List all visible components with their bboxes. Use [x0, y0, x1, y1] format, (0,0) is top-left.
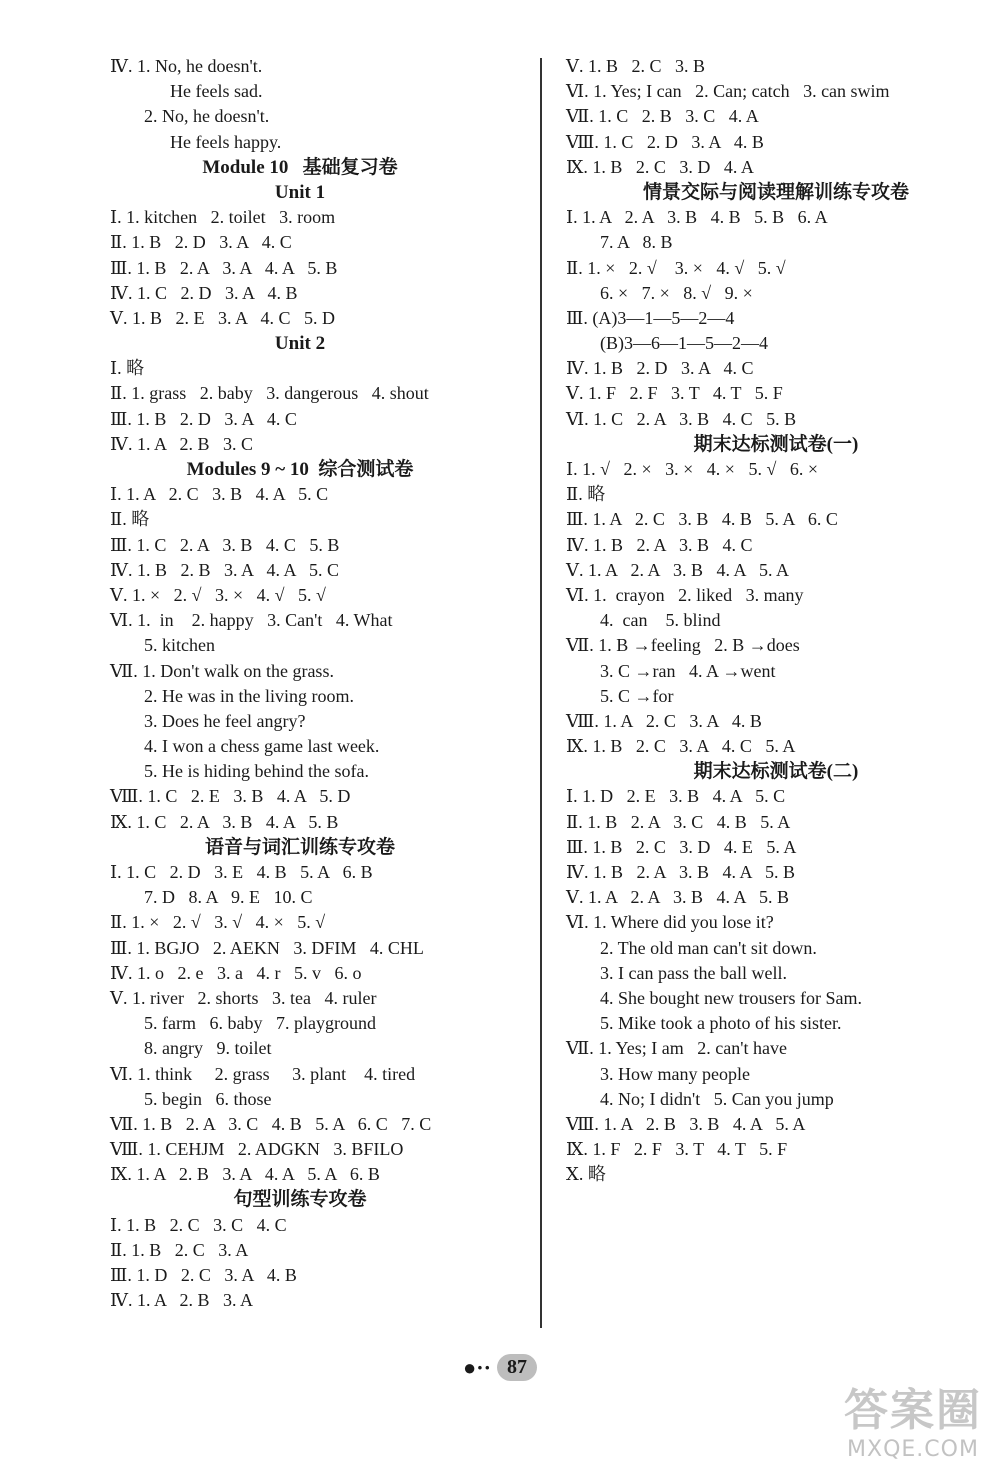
answer-line: 4. No; I didn't 5. Can you jump	[600, 1088, 834, 1109]
answer-line: 7. A 8. B	[600, 232, 673, 253]
answer-line: Ⅱ. 1. B 2. D 3. A 4. C	[110, 232, 292, 253]
answer-line: Ⅲ. 1. D 2. C 3. A 4. B	[110, 1265, 297, 1285]
page-footer	[0, 1354, 1000, 1381]
answer-line: 5. Mike took a photo of his sister.	[600, 1013, 842, 1034]
answer-line: 3. Does he feel angry?	[144, 710, 306, 731]
answer-line: Ⅳ. 1. o 2. e 3. a 4. r 5. v 6. o	[110, 962, 362, 983]
answer-line: Ⅳ. 1. A 2. B 3. C	[110, 433, 254, 454]
answer-line: 2. The old man can't sit down.	[600, 937, 817, 958]
answer-line: Ⅸ. 1. C 2. A 3. B 4. A 5. B	[110, 811, 339, 832]
answer-line: Ⅸ. 1. B 2. C 3. A 4. C 5. A	[566, 736, 796, 757]
answer-line: Ⅰ. 1. A 2. A 3. B 4. B 5. B 6. A	[566, 207, 828, 228]
watermark-logo: 答案圈	[844, 1385, 982, 1436]
answer-line: 5. kitchen	[144, 635, 215, 656]
section-heading: 语音与词汇训练专攻卷	[204, 836, 395, 858]
answer-line: 4. can 5. blind	[600, 610, 721, 631]
answer-line: 3. I can pass the ball well.	[600, 962, 787, 983]
section-heading: Modules 9 ~ 10 综合测试卷	[186, 459, 414, 480]
answer-line: Ⅸ. 1. B 2. C 3. D 4. A	[566, 156, 754, 177]
answer-line: Ⅲ. 1. A 2. C 3. B 4. B 5. A 6. C	[566, 509, 838, 530]
answer-line: 8. angry 9. toilet	[144, 1038, 272, 1059]
answer-line: Ⅷ. 1. CEHJM 2. ADGKN 3. BFILO	[110, 1139, 404, 1160]
answer-line: Ⅴ. 1. × 2. √ 3. × 4. √ 5. √	[110, 584, 326, 605]
answer-line: Ⅵ. 1. crayon 2. liked 3. many	[566, 584, 804, 605]
answer-line: Ⅹ. 略	[566, 1164, 606, 1185]
answer-line: 5. begin 6. those	[144, 1088, 272, 1109]
answer-line: Ⅱ. 1. × 2. √ 3. √ 4. × 5. √	[110, 912, 326, 933]
answer-line: Ⅵ. 1. Yes; I can 2. Can; catch 3. can swim	[566, 81, 890, 102]
answer-line: Ⅰ. 1. D 2. E 3. B 4. A 5. C	[566, 786, 786, 807]
answer-line: Ⅲ. (A)3—1—5—2—4	[566, 307, 735, 328]
answer-line: Ⅰ. 1. C 2. D 3. E 4. B 5. A 6. B	[110, 862, 373, 882]
answer-line: 2. He was in the living room.	[144, 685, 354, 706]
answer-line: 5. He is hiding behind the sofa.	[144, 761, 369, 782]
answer-line: Ⅰ. 1. A 2. C 3. B 4. A 5. C	[110, 484, 329, 505]
answer-line: Ⅴ. 1. B 2. C 3. B	[566, 56, 706, 76]
section-heading: Module 10 基础复习卷	[202, 156, 398, 178]
section-heading: Unit 2	[274, 333, 326, 355]
answer-line: Ⅴ. 1. river 2. shorts 3. tea 4. ruler	[110, 987, 377, 1008]
answer-line: Ⅴ. 1. B 2. E 3. A 4. C 5. D	[110, 307, 336, 328]
page-number-badge	[463, 1354, 537, 1381]
column-divider	[540, 58, 542, 1328]
answer-line: Ⅲ. 1. B 2. D 3. A 4. C	[110, 408, 297, 429]
answer-line: Ⅰ. 1. √ 2. × 3. × 4. × 5. √ 6. ×	[566, 459, 818, 479]
answer-line: Ⅷ. 1. A 2. C 3. A 4. B	[566, 710, 762, 731]
section-heading: 期末达标测试卷(二)	[693, 761, 859, 783]
section-heading: 期末达标测试卷(一)	[693, 433, 859, 455]
answer-line: Ⅴ. 1. F 2. F 3. T 4. T 5. F	[566, 383, 783, 404]
answer-line: 2. No, he doesn't.	[144, 106, 270, 127]
answer-line: Ⅴ. 1. A 2. A 3. B 4. A 5. A	[566, 559, 790, 580]
answer-line: 7. D 8. A 9. E 10. C	[144, 887, 313, 908]
answer-line: Ⅷ. 1. A 2. B 3. B 4. A 5. A	[566, 1113, 806, 1134]
answer-line: Ⅶ. 1. Yes; I am 2. can't have	[566, 1038, 787, 1059]
answer-line: Ⅳ. 1. No, he doesn't.	[110, 56, 263, 76]
answer-line: 4. I won a chess game last week.	[144, 736, 380, 757]
answer-line: Ⅵ. 1. in 2. happy 3. Can't 4. What	[110, 610, 393, 631]
answer-line: 5. C →for	[600, 685, 674, 706]
answer-line: Ⅲ. 1. B 2. C 3. D 4. E 5. A	[566, 836, 797, 857]
answer-line: Ⅳ. 1. B 2. D 3. A 4. C	[566, 358, 754, 379]
answer-line: Ⅵ. 1. think 2. grass 3. plant 4. tired	[110, 1063, 416, 1084]
answer-line: Ⅶ. 1. C 2. B 3. C 4. A	[566, 106, 759, 127]
answer-line: He feels happy.	[170, 131, 282, 152]
answer-line: Ⅱ. 略	[110, 509, 150, 530]
answer-line: 4. She bought new trousers for Sam.	[600, 987, 862, 1008]
section-heading: 情景交际与阅读理解训练专攻卷	[642, 181, 909, 203]
answer-line: 3. C →ran 4. A →went	[600, 660, 776, 681]
answer-line: Ⅰ. 1. kitchen 2. toilet 3. room	[110, 207, 336, 228]
answer-line: Ⅵ. 1. Where did you lose it?	[566, 912, 774, 933]
answer-line: Ⅱ. 1. B 2. A 3. C 4. B 5. A	[566, 811, 791, 832]
answer-line: Ⅱ. 略	[566, 484, 606, 505]
answer-line: Ⅳ. 1. B 2. A 3. B 4. C	[566, 534, 753, 555]
answer-line: Ⅷ. 1. C 2. D 3. A 4. B	[566, 131, 764, 152]
answer-line: Ⅲ. 1. B 2. A 3. A 4. A 5. B	[110, 257, 338, 278]
right-answer-column	[566, 54, 986, 1187]
answer-line: Ⅶ. 1. B 2. A 3. C 4. B 5. A 6. C 7. C	[110, 1113, 432, 1134]
left-answer-column	[110, 54, 520, 1313]
answer-line: Ⅱ. 1. B 2. C 3. A	[110, 1239, 249, 1260]
answer-line: Ⅱ. 1. × 2. √ 3. × 4. √ 5. √	[566, 257, 786, 278]
answer-line: (B)3—6—1—5—2—4	[600, 333, 768, 354]
answer-line: 3. How many people	[600, 1063, 750, 1084]
page-decoration-icon: ●··	[463, 1354, 491, 1380]
answer-line: Ⅴ. 1. A 2. A 3. B 4. A 5. B	[566, 887, 790, 908]
answer-line: Ⅷ. 1. C 2. E 3. B 4. A 5. D	[110, 786, 351, 807]
answer-line: Ⅳ. 1. A 2. B 3. A	[110, 1290, 254, 1311]
watermark	[838, 1385, 988, 1463]
page-number: 87	[497, 1354, 537, 1381]
section-heading: Unit 1	[274, 181, 326, 203]
answer-line: Ⅰ. 略	[110, 358, 145, 379]
answer-line: Ⅰ. 1. B 2. C 3. C 4. C	[110, 1214, 287, 1235]
answer-line: Ⅸ. 1. F 2. F 3. T 4. T 5. F	[566, 1139, 788, 1160]
answer-line: He feels sad.	[170, 81, 263, 102]
answer-line: Ⅱ. 1. grass 2. baby 3. dangerous 4. shout	[110, 383, 429, 404]
answer-line: Ⅳ. 1. C 2. D 3. A 4. B	[110, 282, 298, 303]
answer-line: Ⅶ. 1. B →feeling 2. B →does	[566, 635, 800, 656]
answer-line: Ⅳ. 1. B 2. B 3. A 4. A 5. C	[110, 559, 340, 580]
section-heading: 句型训练专攻卷	[233, 1189, 367, 1211]
answer-line: Ⅲ. 1. C 2. A 3. B 4. C 5. B	[110, 534, 340, 555]
answer-line: Ⅵ. 1. C 2. A 3. B 4. C 5. B	[566, 408, 797, 429]
answer-line: Ⅳ. 1. B 2. A 3. B 4. A 5. B	[566, 862, 796, 882]
watermark-site: MXQE.COM	[847, 1437, 979, 1462]
answer-line: Ⅸ. 1. A 2. B 3. A 4. A 5. A 6. B	[110, 1164, 380, 1185]
answer-line: 5. farm 6. baby 7. playground	[144, 1013, 376, 1034]
answer-line: 6. × 7. × 8. √ 9. ×	[600, 282, 753, 303]
answer-line: Ⅶ. 1. Don't walk on the grass.	[110, 660, 334, 681]
answer-line: Ⅲ. 1. BGJO 2. AEKN 3. DFIM 4. CHL	[110, 937, 424, 958]
